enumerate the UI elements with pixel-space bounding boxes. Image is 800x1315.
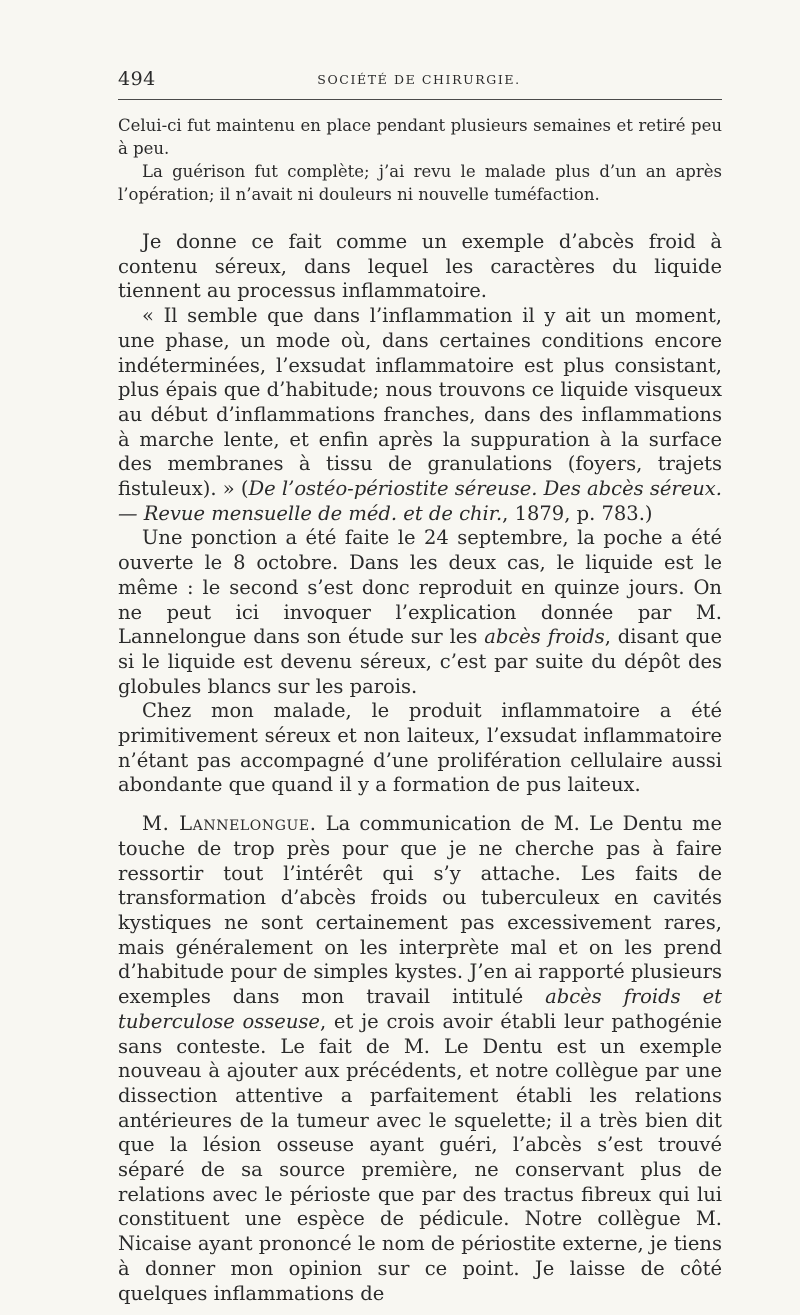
paragraph-lannelongue [118,812,722,1306]
running-head: SOCIÉTÉ DE CHIRURGIE. [317,72,521,87]
paragraph-continuation: Celui-ci fut maintenu en place pendant plusieurs semaines et retiré peu à peu. [118,116,722,158]
lannelongue-italic-title: abcès froids et tuberculose osseuse [118,985,722,1033]
body-text [118,114,722,1306]
speaker-name: M. Lannelongue. [142,812,317,836]
page-header [118,68,720,92]
puncture-italic-term: abcès froids [484,625,605,649]
quotation-source-ref: , 1879, p. 783.) [502,501,653,525]
puncture-text: Une ponction a été faite le 24 septembre, la poche a été ouverte le 8 octobre. Dans les deux cas, le liquide est le même : le second s’est donc reproduit en quinze jours. On ne peut ici invoquer l’explication donnée par M. Lannelongue dans son étude sur les [118,526,722,649]
quotation-text: « Il semble que dans l’inflammation il y ait un moment, une phase, un mode où, dans certaines conditions encore indéterminées, l’exsudat inflammatoire est plus consistant, plus épais que d’habitude; nous trouvons ce liquide visqueux au début d’inflammations franches, dans des inflammations à marche lente, et enfin après la suppuration à la surface des membranes à tissu de granulations (foyers, trajets fistuleux). » ( [118,304,722,501]
paragraph-healing: La guérison fut complète; j’ai revu le malade plus d’un an après l’opération; il n’avait ni douleurs ni nouvelle tuméfaction. [118,162,722,204]
paragraph-example: Je donne ce fait comme un exemple d’abcès froid à contenu séreux, dans lequel les caractères du liquide tiennent au processus inflammatoire. [118,230,722,303]
lannelongue-text-end: , et je crois avoir établi leur pathogénie sans conteste. Le fait de M. Le Dentu est un exemple nouveau à ajouter aux précédents, et notre collègue par une dissection attentive a parfaitement établi les relations antérieures de la tumeur avec le squelette; il a très bien dit que la lésion osseuse ayant guéri, l’abcès s’est trouvé séparé de sa source première, ne conservant plus de relations avec le périoste que par des tractus fibreux qui lui constituent une espèce de pédicule. Notre collègue M. Nicaise ayant prononcé le nom de périostite externe, je tiens à donner mon opinion sur ce point. Je laisse de côté quelques inflammations de [118,1009,722,1305]
paragraph-quotation [118,304,722,526]
lannelongue-text: La communication de M. Le Dentu me touche de trop près pour que je ne cherche pas à faire ressortir tout l’intérêt qui s’y attache. Les faits de transformation d’abcès froids ou tuberculeux en cavités kystiques ne sont certainement pas excessivement rares, mais généralement on les interprète mal et on les prend d’habitude pour de simples kystes. J’en ai rapporté plusieurs exemples dans mon travail intitulé [118,812,722,1009]
paragraph-patient: Chez mon malade, le produit inflammatoire a été primitivement séreux et non laiteux, l’exsudat inflammatoire n’étant pas accompagné d’une prolifération cellulaire aussi abondante que quand il y a formation de pus laiteux. [118,699,722,797]
page-number: 494 [118,68,156,90]
header-rule [118,99,722,100]
paragraph-puncture [118,526,722,699]
quotation-source-title: De l’ostéo-périostite séreuse. Des abcès séreux. — Revue mensuelle de méd. et de chir. [118,477,722,525]
puncture-text-end: , disant que si le liquide est devenu séreux, c’est par suite du dépôt des globules blancs sur les parois. [118,625,722,698]
